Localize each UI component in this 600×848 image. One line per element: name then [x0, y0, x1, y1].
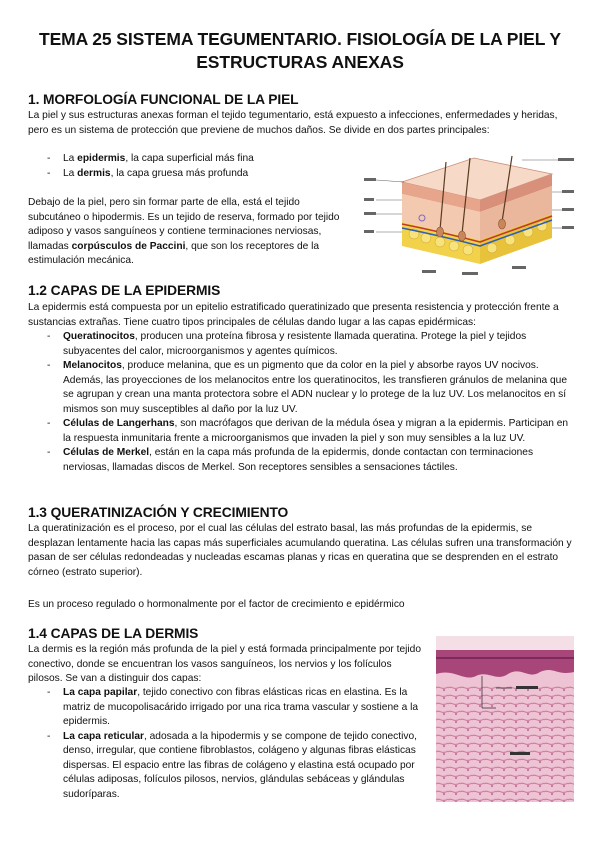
list-partes-piel — [28, 152, 388, 181]
paragraph-hipodermis: Debajo de la piel, pero sin formar parte de ella, está el tejido subcutáneo o hipodermis. Es un tejido de reserva, formado por tejido adiposo y vasos sanguíneos y contiene terminaciones nerviosas, llamadas corpúsculos de Paccini, que son los receptores de la estimulación mecánica. — [28, 197, 340, 266]
section-heading-morfologia: 1. MORFOLOGÍA FUNCIONAL DE LA PIEL — [28, 92, 299, 107]
list-item: - La capa papilar, tejido conectivo con fibras elásticas ricas en elastina. Es la matriz de mucopolisacárido irrigado por una rica trama vascular y sostiene a la epidermis. — [28, 686, 428, 730]
list-item: - Melanocitos, produce melanina, que es un pigmento que da color en la piel y absorbe rayos UV nocivos. Además, las proyecciones de los melanocitos entre los queratinocitos, les transfieren gránulos de melanina que se agrupan y crean una manta protectora sobre el ADN nuclear y lo protege de la luz UV. Los melanocitos en sí mismos son muy susceptibles al daño por la luz UV. — [28, 359, 573, 417]
section-heading-dermis: 1.4 CAPAS DE LA DERMIS — [28, 626, 199, 641]
paragraph-intro-epidermis: La epidermis está compuesta por un epitelio estratificado queratinizado que presenta resistencia y protección frente a sustancias extrañas. Tiene cuatro tipos principales de células dando lugar a las capas epidérmicas: — [28, 302, 559, 328]
dermis-histology-image — [436, 636, 574, 802]
list-item: - Queratinocitos, producen una proteína fibrosa y resistente llamada queratina. Protege la piel y tejidos subyacentes del calor, microorganismos y agentes químicos. — [28, 330, 573, 359]
list-celulas-epidermis — [28, 330, 573, 475]
skin-structure-diagram — [362, 152, 576, 280]
paragraph-intro-dermis: La dermis es la región más profunda de la piel y está formada principalmente por tejido conectivo, donde se encuentran los vasos sanguíneos, los nervios y los folículos pilosos. Se van a distinguir dos capas: — [28, 644, 421, 684]
list-item: - La capa reticular, adosada a la hipodermis y se compone de tejido conectivo, denso, irregular, que contiene fibroblastos, colágeno y algunas fibras elásticas dispersas. El espacio entre las fibras de colágeno y elastina está ocupado por células adiposas, folículos pilosos, nervios, glándulas sebáceas y glándulas sudoríparas. — [28, 730, 428, 803]
document-title: TEMA 25 SISTEMA TEGUMENTARIO. FISIOLOGÍA DE LA PIEL Y ESTRUCTURAS ANEXAS — [38, 29, 562, 72]
paragraph-regulacion: Es un proceso regulado o hormonalmente por el factor de crecimiento e epidérmico — [28, 599, 405, 610]
section-heading-queratinizacion: 1.3 QUERATINIZACIÓN Y CRECIMIENTO — [28, 505, 289, 520]
paragraph-intro-piel: La piel y sus estructuras anexas forman el tejido tegumentario, está expuesto a infecciones, enfermedades y heridas, pero es un sistema de protección que previene de muchos daños. Se divide en dos partes principales: — [28, 110, 558, 136]
list-item: - La dermis, la capa gruesa más profunda — [28, 167, 388, 182]
list-capas-dermis — [28, 686, 428, 802]
list-item: - La epidermis, la capa superficial más fina — [28, 152, 388, 167]
section-heading-epidermis: 1.2 CAPAS DE LA EPIDERMIS — [28, 283, 221, 298]
list-item: - Células de Langerhans, son macrófagos que derivan de la médula ósea y migran a la epidermis. Participan en la respuesta inmunitaria frente a microorganismos que invaden la piel y son muy sensibles a la luz UV. — [28, 417, 573, 446]
list-item: - Células de Merkel, están en la capa más profunda de la epidermis, donde contactan con terminaciones nerviosas, llamadas discos de Merkel. Son receptores sensibles a sensaciones táctiles. — [28, 446, 573, 475]
paragraph-queratinizacion: La queratinización es el proceso, por el cual las células del estrato basal, las más profundas de la epidermis, se desplazan lentamente hacia las capas más superficiales acumulando queratina. Las células sufren una transformación y pasan de ser células redondeadas y nucleadas escamas planas y ricas en queratina que se desprenden en el estrato córneo (estrato superior). — [28, 523, 572, 578]
